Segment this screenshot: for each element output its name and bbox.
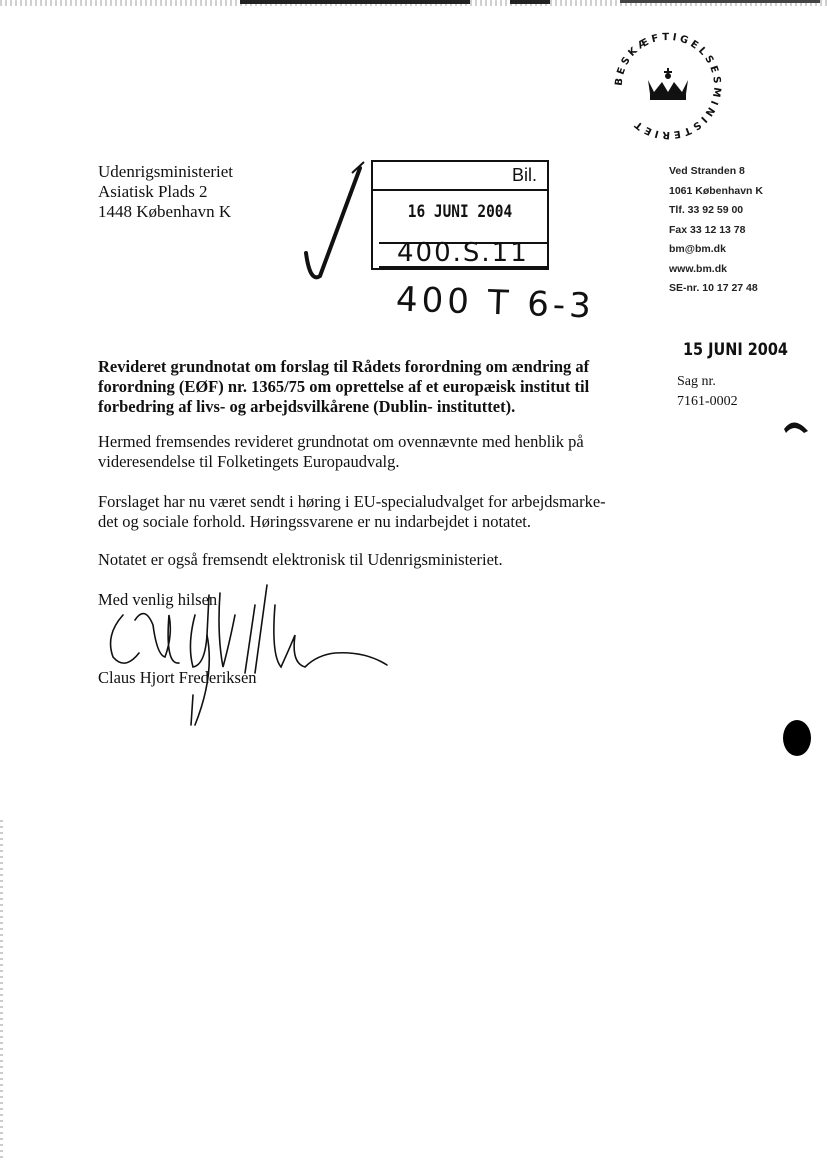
subject-line: Revideret grundnotat om forslag til Rådets forordning om ændring af xyxy=(98,357,590,376)
body-line: det og sociale forhold. Høringssvarene er nu indarbejdet i notatet. xyxy=(98,512,531,531)
contact-line: 1061 København K xyxy=(669,184,763,197)
contact-line: bm@bm.dk xyxy=(669,243,726,255)
received-stamp-box xyxy=(371,160,549,270)
body-line: Notatet er også fremsendt elektronisk til Udenrigsministeriet. xyxy=(98,550,503,569)
subject-line: forordning (EØF) nr. 1365/75 om oprettelse af et europæisk institut til xyxy=(98,377,590,396)
crown-icon xyxy=(648,68,688,100)
body-line: Hermed fremsendes revideret grundnotat om ovennævnte med henblik på xyxy=(98,432,584,451)
handwritten-reference: 400 T 6-3 xyxy=(395,279,596,327)
case-number: 7161-0002 xyxy=(677,394,738,409)
contact-line: SE-nr. 10 17 27 48 xyxy=(669,282,758,294)
contact-line: Ved Stranden 8 xyxy=(669,165,745,177)
contact-line: Tlf. 33 92 59 00 xyxy=(669,204,744,216)
ministry-logo xyxy=(610,28,726,144)
scan-artifact-bar xyxy=(510,0,550,4)
handwritten-signature xyxy=(95,575,395,735)
svg-text:BESKÆFTIGELSESMINISTERIET: BESKÆFTIGELSESMINISTERIET xyxy=(613,31,723,141)
signer-name: Claus Hjort Frederiksen xyxy=(98,668,257,687)
address-line: Udenrigsministeriet xyxy=(98,162,234,181)
body-line: videresendelse til Folketingets Europaudvalg. xyxy=(98,452,400,471)
scan-artifact-left xyxy=(0,820,3,1160)
body-paragraph xyxy=(98,550,503,570)
contact-line: www.bm.dk xyxy=(669,262,727,275)
ink-blot xyxy=(783,720,811,756)
recipient-address xyxy=(98,162,233,222)
body-line: Forslaget har nu været sendt i høring i EU-specialudvalget for arbejdsmarke- xyxy=(98,492,606,511)
scan-artifact-bar xyxy=(620,0,820,3)
address-line: Asiatisk Plads 2 xyxy=(98,182,208,201)
closing: Med venlig hilsen xyxy=(98,590,218,609)
body-paragraph xyxy=(98,492,606,532)
ink-mark xyxy=(784,415,808,433)
stamp-header xyxy=(373,162,547,191)
stamp-journal-row xyxy=(379,238,547,268)
case-label: Sag nr. xyxy=(677,374,716,389)
scan-artifact-bar xyxy=(240,0,470,4)
address-line: 1448 København K xyxy=(98,202,232,221)
stamp-bil-label: Bil. xyxy=(511,165,537,185)
stamp-handwritten-number: 400.S.11 xyxy=(397,238,529,268)
date-stamp: 15 JUNI 2004 xyxy=(683,340,788,360)
subject-line: forbedring af livs- og arbejdsvilkårene (Dublin- instituttet). xyxy=(98,397,516,416)
subject-heading xyxy=(98,357,618,417)
stamp-date: 16 JUNI 2004 xyxy=(407,202,513,222)
sender-contact xyxy=(669,162,763,299)
body-paragraph xyxy=(98,432,584,472)
case-reference xyxy=(677,372,738,412)
contact-line: Fax 33 12 13 78 xyxy=(669,223,746,236)
check-mark xyxy=(300,158,375,288)
